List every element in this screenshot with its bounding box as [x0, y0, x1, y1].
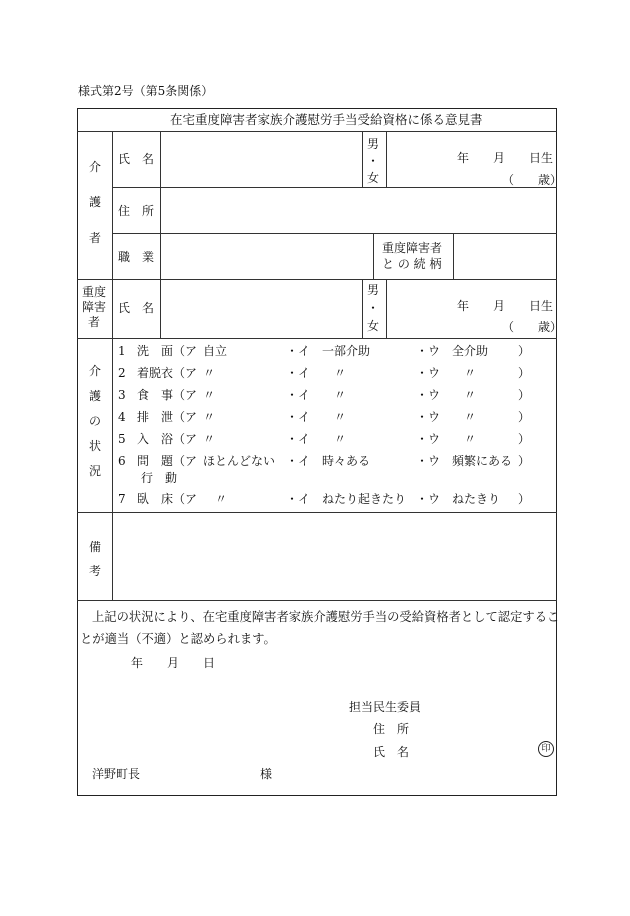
care-item-no: 7 [118, 492, 126, 506]
care-option-a: 〃 [203, 410, 216, 424]
divider [77, 279, 557, 280]
label-char: 者 [88, 231, 101, 245]
label-char: の [88, 414, 101, 428]
care-item-name: 排 泄（ア [137, 410, 198, 424]
care-option-c: ・ウ 頻繁にある [416, 454, 513, 468]
care-item-close: ） [518, 366, 531, 380]
care-item-no: 2 [118, 366, 126, 380]
care-option-a: 〃 [215, 492, 228, 506]
disabled-name-label: 氏 名 [118, 301, 155, 315]
divider [112, 131, 113, 600]
addressee-suffix: 様 [260, 767, 273, 781]
caregiver-address-label: 住 所 [118, 204, 155, 218]
caregiver-birth-date: 年 月 日生 [457, 151, 554, 165]
divider [160, 131, 161, 279]
care-option-c: ・ウ 〃 [416, 432, 477, 446]
remarks-label [88, 541, 102, 577]
divider [77, 600, 557, 601]
care-option-a: 〃 [203, 432, 216, 446]
care-item-no: 5 [118, 432, 126, 446]
care-option-b: ・イ ねたり起きたり [286, 492, 407, 506]
care-option-c: ・ウ 〃 [416, 366, 477, 380]
care-option-b: ・イ 〃 [286, 432, 347, 446]
label-char: 状 [88, 439, 101, 453]
disabled-person-section-label [79, 286, 109, 328]
seal-mark: 印 [538, 741, 554, 757]
care-option-a: 自立 [203, 344, 228, 358]
caregiver-sex-female: 女 [367, 171, 380, 185]
care-item-name-line2: 行 動 [141, 471, 178, 485]
care-item-no: 3 [118, 388, 126, 402]
divider [373, 233, 374, 279]
commissioner-name-label: 氏 名 [373, 745, 410, 759]
form-title: 在宅重度障害者家族介護慰労手当受給資格に係る意見書 [170, 112, 483, 127]
care-option-b: ・イ 〃 [286, 388, 347, 402]
care-item-no: 6 [118, 454, 126, 468]
care-item-name: 問 題（ア [137, 454, 198, 468]
caregiver-age: （ 歳） [502, 173, 563, 187]
caregiver-sex-dot: ・ [367, 154, 380, 168]
divider [362, 131, 363, 187]
label-char: 護 [88, 389, 101, 403]
disabled-sex-dot: ・ [367, 301, 380, 315]
care-option-a: 〃 [203, 366, 216, 380]
care-item-close: ） [518, 492, 531, 506]
label-char: 備 [88, 540, 101, 554]
commissioner-address-label: 住 所 [373, 722, 410, 736]
divider [77, 512, 557, 513]
divider [386, 279, 387, 338]
label-line: 者 [87, 315, 100, 329]
addressee: 洋野町長 [92, 767, 141, 781]
disabled-birth-date: 年 月 日生 [457, 299, 554, 313]
care-item-name: 臥 床（ア [137, 492, 198, 506]
care-item-name: 食 事（ア [137, 388, 198, 402]
label-line: 重度 [81, 285, 106, 299]
care-item-close: ） [518, 344, 531, 358]
care-option-b: ・イ 〃 [286, 366, 347, 380]
care-option-a: 〃 [203, 388, 216, 402]
relation-label-line2: と の 続 柄 [382, 257, 442, 271]
divider [160, 279, 161, 338]
care-item-name: 着脱衣（ア [137, 366, 198, 380]
care-item-close: ） [518, 454, 531, 468]
divider [386, 131, 387, 187]
label-char: 況 [88, 464, 101, 478]
label-char: 護 [88, 195, 101, 209]
care-option-c: ・ウ ねたきり [416, 492, 501, 506]
label-char: 考 [88, 564, 101, 578]
disabled-sex-male: 男 [367, 283, 380, 297]
care-status-section-label [88, 365, 102, 477]
divider [77, 131, 557, 132]
care-item-close: ） [518, 432, 531, 446]
care-option-a: ほとんどない [203, 454, 276, 468]
divider [77, 338, 557, 339]
care-option-c: ・ウ 〃 [416, 388, 477, 402]
caregiver-name-label: 氏 名 [118, 152, 155, 166]
label-char: 介 [88, 364, 101, 378]
divider [112, 187, 557, 188]
date-line: 年 月 日 [131, 656, 216, 670]
care-item-close: ） [518, 410, 531, 424]
care-item-name: 洗 面（ア [137, 344, 198, 358]
care-item-no: 4 [118, 410, 126, 424]
care-item-no: 1 [118, 344, 126, 358]
care-item-name: 入 浴（ア [137, 432, 198, 446]
label-line: 障害 [81, 300, 106, 314]
divider [362, 279, 363, 338]
care-option-c: ・ウ 全介助 [416, 344, 489, 358]
commissioner-title: 担当民生委員 [349, 700, 422, 714]
care-option-b: ・イ 〃 [286, 410, 347, 424]
care-option-c: ・ウ 〃 [416, 410, 477, 424]
caregiver-occupation-label: 職 業 [118, 250, 155, 264]
statement-line1: 上記の状況により、在宅重度障害者家族介護慰労手当の受給資格者として認定するこ [92, 610, 560, 624]
label-char: 介 [88, 160, 101, 174]
divider [112, 233, 557, 234]
form-number: 様式第2号（第5条関係） [78, 84, 214, 98]
relation-label-line1: 重度障害者 [382, 241, 443, 255]
caregiver-sex-male: 男 [367, 137, 380, 151]
care-option-b: ・イ 時々ある [286, 454, 371, 468]
divider [453, 233, 454, 279]
disabled-age: （ 歳） [502, 320, 563, 334]
care-item-close: ） [518, 388, 531, 402]
caregiver-section-label [88, 161, 102, 244]
disabled-sex-female: 女 [367, 319, 380, 333]
statement-line2: とが適当（不適）と認められます。 [80, 632, 276, 646]
care-option-b: ・イ 一部介助 [286, 344, 371, 358]
